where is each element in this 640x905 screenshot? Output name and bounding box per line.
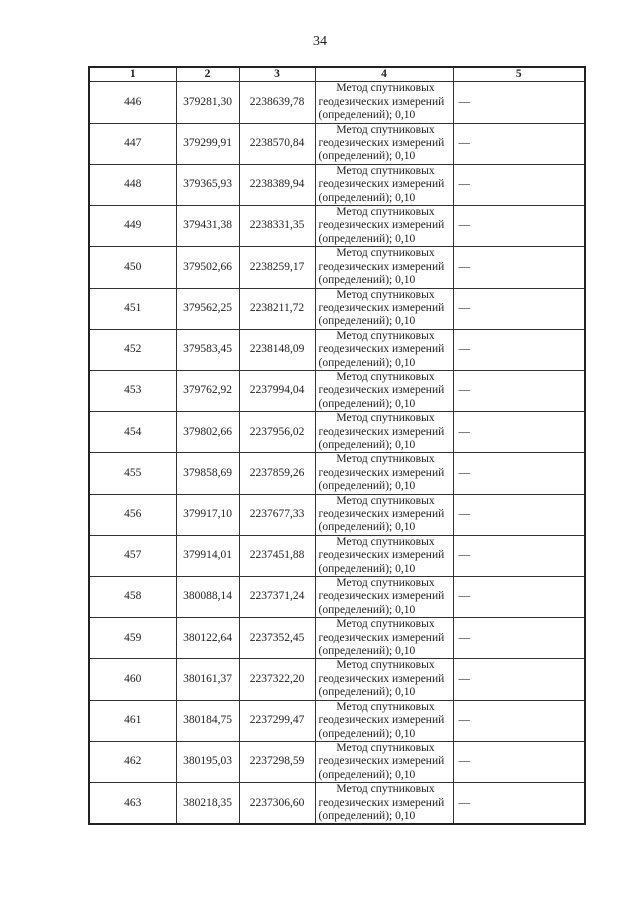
coordinates-table bbox=[88, 66, 586, 825]
method-text-line: (определений); 0,10 bbox=[318, 603, 416, 616]
x-coordinate-cell: 380161,37 bbox=[176, 659, 239, 700]
y-coordinate-cell: 2237306,60 bbox=[239, 783, 315, 825]
method-text-line: Метод спутниковых bbox=[336, 741, 435, 754]
x-coordinate-cell: 380218,35 bbox=[176, 783, 239, 825]
point-number-cell: 455 bbox=[89, 453, 176, 494]
note-cell: — bbox=[453, 329, 585, 370]
x-coordinate-cell: 379502,66 bbox=[176, 247, 239, 288]
method-text-line: геодезических измерений bbox=[318, 672, 445, 685]
x-coordinate-cell: 379281,30 bbox=[176, 82, 239, 123]
method-text-line: геодезических измерений bbox=[318, 425, 445, 438]
method-text-line: (определений); 0,10 bbox=[318, 315, 416, 328]
x-coordinate-cell: 379562,25 bbox=[176, 288, 239, 329]
method-text-line: (определений); 0,10 bbox=[318, 645, 416, 658]
note-cell: — bbox=[453, 618, 585, 659]
method-text-line: (определений); 0,10 bbox=[318, 562, 416, 575]
point-number-cell: 450 bbox=[89, 247, 176, 288]
method-text-line: геодезических измерений bbox=[318, 95, 445, 108]
method-text-line: геодезических измерений bbox=[318, 549, 445, 562]
table-row bbox=[89, 535, 585, 576]
method-text-line: Метод спутниковых bbox=[336, 494, 435, 507]
method-text-line: Метод спутниковых bbox=[336, 453, 435, 466]
point-number-cell: 446 bbox=[89, 82, 176, 123]
method-text-line: Метод спутниковых bbox=[336, 535, 435, 548]
x-coordinate-cell: 380195,03 bbox=[176, 741, 239, 782]
note-cell: — bbox=[453, 82, 585, 123]
method-text-line: геодезических измерений bbox=[318, 384, 445, 397]
table-row bbox=[89, 783, 585, 825]
point-number-cell: 449 bbox=[89, 206, 176, 247]
point-number-cell: 453 bbox=[89, 370, 176, 411]
x-coordinate-cell: 379583,45 bbox=[176, 329, 239, 370]
x-coordinate-cell: 379762,92 bbox=[176, 370, 239, 411]
method-cell bbox=[315, 494, 453, 535]
method-cell bbox=[315, 659, 453, 700]
method-text-line: (определений); 0,10 bbox=[318, 191, 416, 204]
point-number-cell: 458 bbox=[89, 577, 176, 618]
table-row bbox=[89, 288, 585, 329]
page-number: 34 bbox=[313, 34, 327, 49]
y-coordinate-cell: 2237994,04 bbox=[239, 370, 315, 411]
note-cell: — bbox=[453, 700, 585, 741]
x-coordinate-cell: 380122,64 bbox=[176, 618, 239, 659]
table-row bbox=[89, 659, 585, 700]
method-text-line: (определений); 0,10 bbox=[318, 109, 416, 122]
y-coordinate-cell: 2238211,72 bbox=[239, 288, 315, 329]
note-cell: — bbox=[453, 453, 585, 494]
y-coordinate-cell: 2237352,45 bbox=[239, 618, 315, 659]
x-coordinate-cell: 379299,91 bbox=[176, 123, 239, 164]
table-row bbox=[89, 247, 585, 288]
header-col-1: 1 bbox=[89, 67, 176, 82]
method-cell bbox=[315, 164, 453, 205]
method-text-line: Метод спутниковых bbox=[336, 783, 435, 796]
note-cell: — bbox=[453, 247, 585, 288]
note-cell: — bbox=[453, 741, 585, 782]
y-coordinate-cell: 2237677,33 bbox=[239, 494, 315, 535]
method-text-line: (определений); 0,10 bbox=[318, 809, 416, 822]
method-text-line: (определений); 0,10 bbox=[318, 727, 416, 740]
method-cell bbox=[315, 453, 453, 494]
point-number-cell: 452 bbox=[89, 329, 176, 370]
table-row bbox=[89, 700, 585, 741]
method-text-line: Метод спутниковых bbox=[336, 247, 435, 260]
note-cell: — bbox=[453, 370, 585, 411]
x-coordinate-cell: 379858,69 bbox=[176, 453, 239, 494]
table-row bbox=[89, 453, 585, 494]
note-cell: — bbox=[453, 206, 585, 247]
method-text-line: (определений); 0,10 bbox=[318, 356, 416, 369]
point-number-cell: 462 bbox=[89, 741, 176, 782]
x-coordinate-cell: 379365,93 bbox=[176, 164, 239, 205]
x-coordinate-cell: 379917,10 bbox=[176, 494, 239, 535]
table-row bbox=[89, 329, 585, 370]
method-text-line: геодезических измерений bbox=[318, 631, 445, 644]
method-text-line: геодезических измерений bbox=[318, 137, 445, 150]
table-row bbox=[89, 164, 585, 205]
method-text-line: геодезических измерений bbox=[318, 508, 445, 520]
point-number-cell: 451 bbox=[89, 288, 176, 329]
table-row bbox=[89, 370, 585, 411]
point-number-cell: 457 bbox=[89, 535, 176, 576]
note-cell: — bbox=[453, 288, 585, 329]
method-text-line: Метод спутниковых bbox=[336, 659, 435, 672]
method-text-line: Метод спутниковых bbox=[336, 206, 435, 219]
method-text-line: геодезических измерений bbox=[318, 714, 445, 727]
table-row bbox=[89, 123, 585, 164]
method-text-line: геодезических измерений bbox=[318, 466, 445, 479]
note-cell: — bbox=[453, 164, 585, 205]
method-text-line: геодезических измерений bbox=[318, 301, 445, 314]
method-text-line: геодезических измерений bbox=[318, 590, 445, 603]
x-coordinate-cell: 379914,01 bbox=[176, 535, 239, 576]
x-coordinate-cell: 379802,66 bbox=[176, 412, 239, 453]
method-text-line: Метод спутниковых bbox=[336, 618, 435, 631]
header-col-5: 5 bbox=[453, 67, 585, 82]
point-number-cell: 463 bbox=[89, 783, 176, 825]
method-text-line: геодезических измерений bbox=[318, 343, 445, 356]
method-text-line: (определений); 0,10 bbox=[318, 150, 416, 163]
method-text-line: (определений); 0,10 bbox=[318, 274, 416, 287]
header-col-4: 4 bbox=[315, 67, 453, 82]
note-cell: — bbox=[453, 535, 585, 576]
method-text-line: геодезических измерений bbox=[318, 219, 445, 232]
table-row bbox=[89, 82, 585, 123]
table-row bbox=[89, 206, 585, 247]
note-cell: — bbox=[453, 123, 585, 164]
point-number-cell: 459 bbox=[89, 618, 176, 659]
x-coordinate-cell: 380088,14 bbox=[176, 577, 239, 618]
note-cell: — bbox=[453, 783, 585, 825]
table-body bbox=[89, 82, 585, 824]
y-coordinate-cell: 2238570,84 bbox=[239, 123, 315, 164]
method-cell bbox=[315, 783, 453, 825]
header-col-2: 2 bbox=[176, 67, 239, 82]
method-cell bbox=[315, 206, 453, 247]
table-row bbox=[89, 412, 585, 453]
point-number-cell: 461 bbox=[89, 700, 176, 741]
method-text-line: геодезических измерений bbox=[318, 796, 445, 809]
y-coordinate-cell: 2237298,59 bbox=[239, 741, 315, 782]
method-cell bbox=[315, 288, 453, 329]
table-row bbox=[89, 577, 585, 618]
method-cell bbox=[315, 577, 453, 618]
y-coordinate-cell: 2237322,20 bbox=[239, 659, 315, 700]
method-text-line: Метод спутниковых bbox=[336, 329, 435, 342]
method-cell bbox=[315, 700, 453, 741]
method-text-line: (определений); 0,10 bbox=[318, 438, 416, 451]
method-text-line: (определений); 0,10 bbox=[318, 768, 416, 781]
method-cell bbox=[315, 329, 453, 370]
y-coordinate-cell: 2238639,78 bbox=[239, 82, 315, 123]
method-text-line: Метод спутниковых bbox=[336, 288, 435, 301]
note-cell: — bbox=[453, 659, 585, 700]
point-number-cell: 456 bbox=[89, 494, 176, 535]
method-text-line: геодезических измерений bbox=[318, 178, 445, 191]
point-number-cell: 448 bbox=[89, 164, 176, 205]
method-cell bbox=[315, 82, 453, 123]
method-text-line: геодезических измерений bbox=[318, 260, 445, 273]
method-text-line: (определений); 0,10 bbox=[318, 397, 416, 410]
note-cell: — bbox=[453, 412, 585, 453]
y-coordinate-cell: 2238389,94 bbox=[239, 164, 315, 205]
note-cell: — bbox=[453, 577, 585, 618]
table-row bbox=[89, 741, 585, 782]
point-number-cell: 460 bbox=[89, 659, 176, 700]
x-coordinate-cell: 379431,38 bbox=[176, 206, 239, 247]
method-text-line: Метод спутниковых bbox=[336, 82, 435, 95]
y-coordinate-cell: 2238259,17 bbox=[239, 247, 315, 288]
y-coordinate-cell: 2237956,02 bbox=[239, 412, 315, 453]
method-text-line: Метод спутниковых bbox=[336, 577, 435, 590]
method-text-line: Метод спутниковых bbox=[336, 164, 435, 177]
method-cell bbox=[315, 370, 453, 411]
method-text-line: Метод спутниковых bbox=[336, 123, 435, 136]
point-number-cell: 454 bbox=[89, 412, 176, 453]
header-col-3: 3 bbox=[239, 67, 315, 82]
y-coordinate-cell: 2237859,26 bbox=[239, 453, 315, 494]
method-cell bbox=[315, 247, 453, 288]
y-coordinate-cell: 2237451,88 bbox=[239, 535, 315, 576]
method-cell bbox=[315, 412, 453, 453]
method-cell bbox=[315, 741, 453, 782]
y-coordinate-cell: 2237299,47 bbox=[239, 700, 315, 741]
table-row bbox=[89, 618, 585, 659]
method-text-line: Метод спутниковых bbox=[336, 370, 435, 383]
method-text-line: геодезических измерений bbox=[318, 755, 445, 768]
method-text-line: (определений); 0,10 bbox=[318, 480, 416, 493]
method-text-line: Метод спутниковых bbox=[336, 700, 435, 713]
method-cell bbox=[315, 535, 453, 576]
y-coordinate-cell: 2238148,09 bbox=[239, 329, 315, 370]
y-coordinate-cell: 2237371,24 bbox=[239, 577, 315, 618]
method-cell bbox=[315, 123, 453, 164]
x-coordinate-cell: 380184,75 bbox=[176, 700, 239, 741]
method-cell bbox=[315, 618, 453, 659]
method-text-line: (определений); 0,10 bbox=[318, 686, 416, 699]
table-header-row bbox=[89, 67, 585, 82]
table-row bbox=[89, 494, 585, 535]
method-text-line: Метод спутниковых bbox=[336, 412, 435, 425]
y-coordinate-cell: 2238331,35 bbox=[239, 206, 315, 247]
point-number-cell: 447 bbox=[89, 123, 176, 164]
method-text-line: (определений); 0,10 bbox=[318, 521, 416, 534]
note-cell: — bbox=[453, 494, 585, 535]
method-text-line: (определений); 0,10 bbox=[318, 232, 416, 245]
